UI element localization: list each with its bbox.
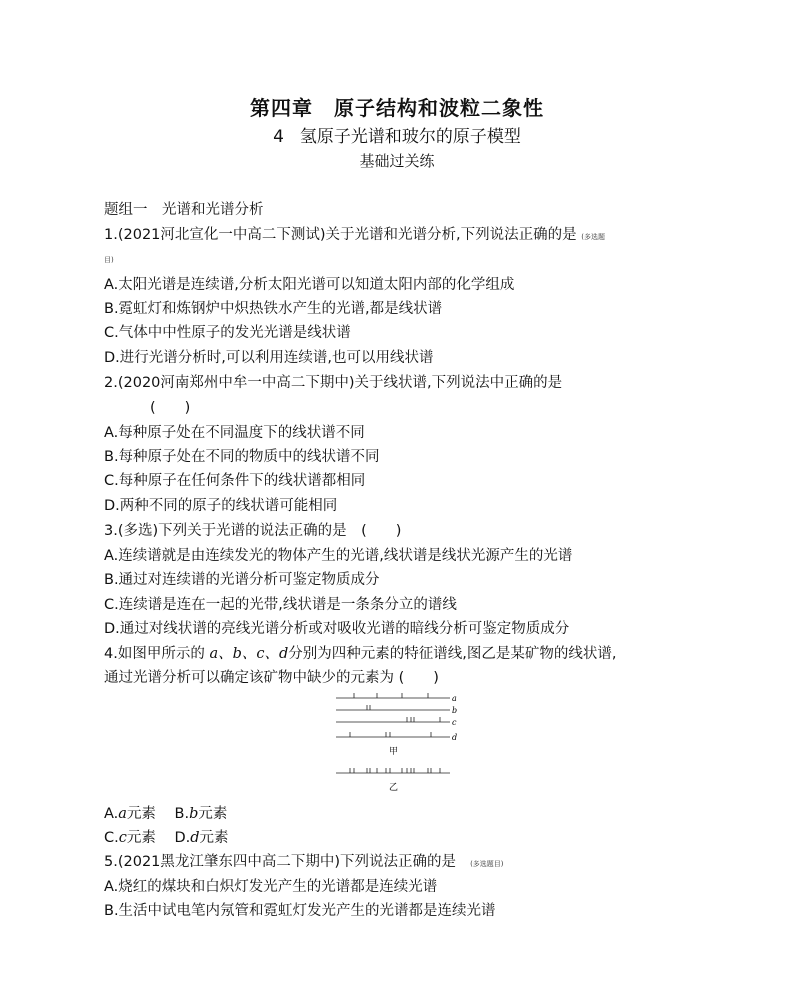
q3-option-c: C.连续谱是连在一起的光带,线状谱是一条条分立的谱线 xyxy=(104,597,457,613)
section-heading xyxy=(0,122,794,147)
q1-stem: 1.(2021河北宣化一中高二下测试)关于光谱和光谱分析,下列说法正确的是 (多选题 xyxy=(104,227,606,243)
q4-option-a: A.a元素 xyxy=(104,806,156,822)
q2-stem: 2.(2020河南郑州中牟一中高二下期中)关于线状谱,下列说法中正确的是 xyxy=(104,375,563,391)
q3-option-b: B.通过对连续谱的光谱分析可鉴定物质成分 xyxy=(104,572,380,588)
q2-option-b: B.每种原子处在不同的物质中的线状谱不同 xyxy=(104,449,380,465)
q1-option-a: A.太阳光谱是连续谱,分析太阳光谱可以知道太阳内部的化学组成 xyxy=(104,277,515,293)
q2-option-d: D.两种不同的原子的线状谱可能相同 xyxy=(104,498,338,514)
q3-option-a: A.连续谱就是由连续发光的物体产生的光谱,线状谱是线状光源产生的光谱 xyxy=(104,548,573,564)
q3-option-d: D.通过对线状谱的亮线光谱分析或对吸收光谱的暗线分析可鉴定物质成分 xyxy=(104,621,570,637)
q1-option-c: C.气体中中性原子的发光光谱是线状谱 xyxy=(104,325,351,341)
q1-note-continued: 目) xyxy=(104,256,114,264)
caption-yi: 乙 xyxy=(389,783,399,793)
subtitle: 基础过关练 xyxy=(359,152,435,170)
q4-options-row2 xyxy=(104,826,229,847)
label-c: c xyxy=(452,718,457,727)
q3-stem: 3.(多选)下列关于光谱的说法正确的是 ( ) xyxy=(104,523,402,539)
spectrum-figure xyxy=(330,688,465,794)
caption-jia: 甲 xyxy=(389,747,399,757)
q4-stem-line2: 通过光谱分析可以确定该矿物中缺少的元素为 ( ) xyxy=(104,670,439,686)
group-title: 题组一 光谱和光谱分析 xyxy=(104,202,264,218)
spectrum-b xyxy=(336,705,457,715)
q5-option-a: A.烧红的煤块和白炽灯发光产生的光谱都是连续光谱 xyxy=(104,879,438,895)
q4-stem: 4.如图甲所示的 a、b、c、d分别为四种元素的特征谱线,图乙是某矿物的线状谱, xyxy=(104,646,617,662)
q2-option-a: A.每种原子处在不同温度下的线状谱不同 xyxy=(104,425,365,441)
q4-options-row1 xyxy=(104,802,227,823)
q1-option-d: D.进行光谱分析时,可以利用连续谱,也可以用线状谱 xyxy=(104,350,434,366)
spectrum-a xyxy=(336,693,457,703)
q4-option-c: C.c元素 xyxy=(104,830,156,846)
q2-bracket: ( ) xyxy=(150,400,191,416)
section-title: 氢原子光谱和玻尔的原子模型 xyxy=(299,127,521,147)
q4-option-d: D.d元素 xyxy=(174,830,229,846)
spectrum-yi xyxy=(336,768,450,773)
q5-stem: 5.(2021黑龙江肇东四中高二下期中)下列说法正确的是 (多选题目) xyxy=(104,854,504,870)
q5-note: (多选题目) xyxy=(470,860,504,868)
q1-option-b: B.霓虹灯和炼钢炉中炽热铁水产生的光谱,都是线状谱 xyxy=(104,301,443,317)
spectrum-d xyxy=(336,732,457,742)
section-number: 4 xyxy=(273,127,284,147)
q5-option-b: B.生活中试电笔内氖管和霓虹灯发光产生的光谱都是连续光谱 xyxy=(104,903,496,919)
label-b: b xyxy=(452,706,458,715)
q1-note: (多选题 xyxy=(581,233,606,241)
spectrum-c xyxy=(336,717,457,727)
label-a: a xyxy=(452,694,457,703)
chapter-title: 第四章 原子结构和波粒二象性 xyxy=(250,96,544,120)
q4-option-b: B.b元素 xyxy=(174,806,228,822)
label-d: d xyxy=(452,733,458,742)
q2-option-c: C.每种原子在任何条件下的线状谱都相同 xyxy=(104,473,366,489)
